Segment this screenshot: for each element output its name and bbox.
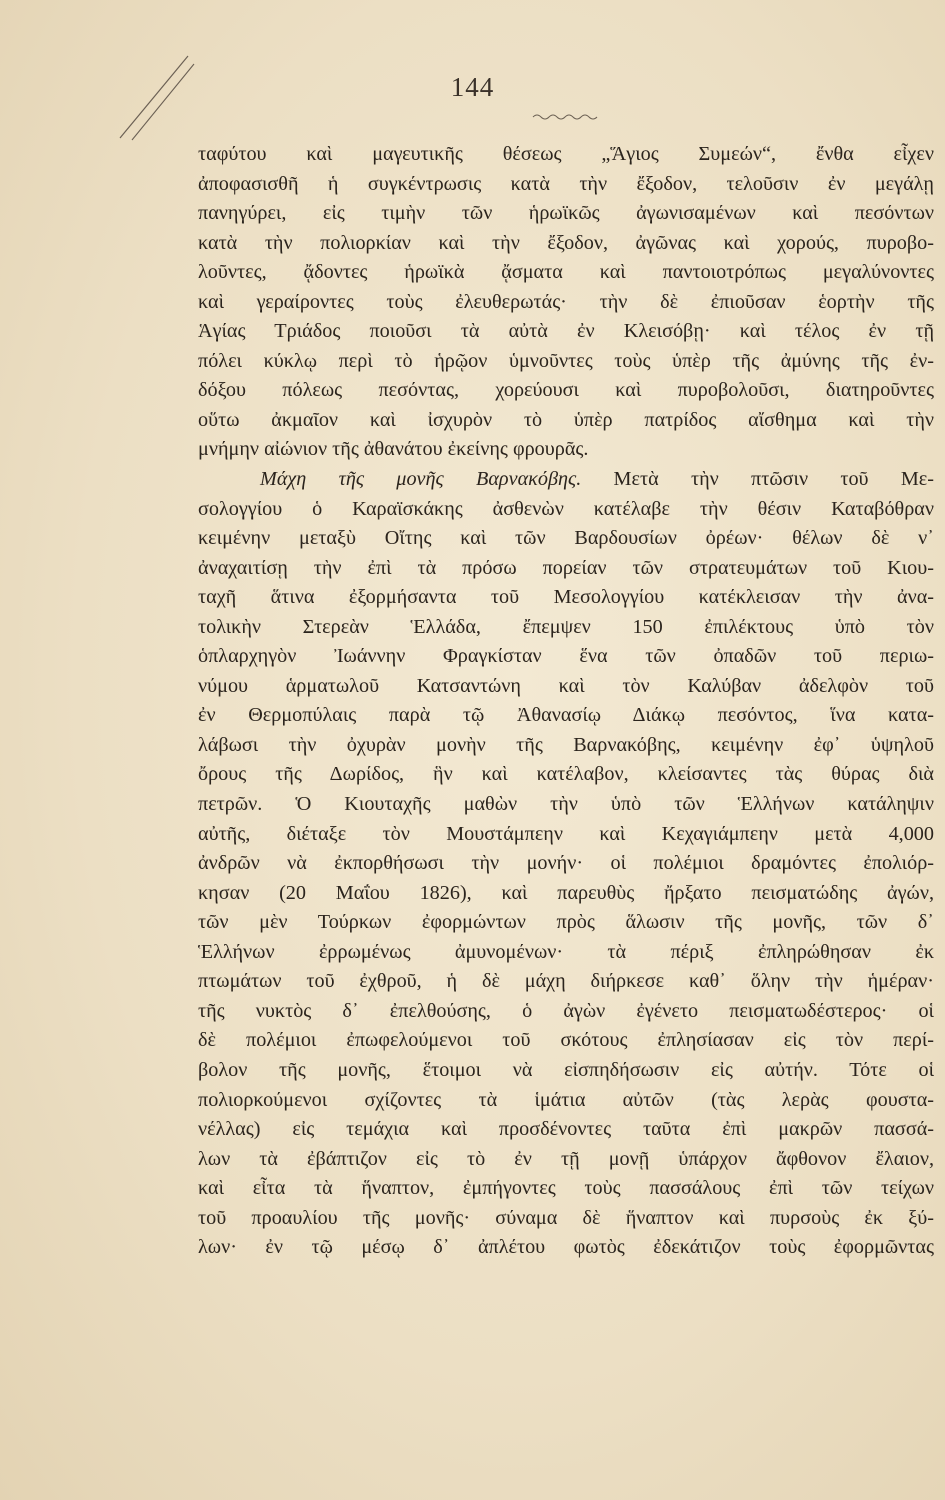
text-line — [198, 435, 934, 465]
text-line — [198, 170, 934, 200]
wavy-rule-ornament — [532, 112, 598, 122]
text-line — [198, 317, 934, 347]
text-line — [198, 967, 934, 997]
line-text: καὶ γεραίροντες τοὺς ἐλευθερωτάς· τὴν δὲ ἐπιοῦσαν ἑορτὴν τῆς — [198, 290, 934, 313]
line-text: λων τὰ ἐβάπτιζον εἰς τὸ ἐν τῇ μονῇ ὑπάρχον ἄφθονον ἔλαιον, — [198, 1147, 934, 1170]
line-text: ἀνδρῶν νὰ ἐκπορθήσωσι τὴν μονήν· οἱ πολέμιοι δραμόντες ἐπολιόρ- — [198, 852, 934, 875]
line-text: βολον τῆς μονῆς, ἕτοιμοι νὰ εἰσπηδήσωσιν εἰς αὐτήν. Τότε οἱ — [198, 1058, 934, 1081]
line-text: ταχῆ ἅτινα ἐξορμήσαντα τοῦ Μεσολογγίου κατέκλεισαν τὴν ἀνα- — [198, 586, 934, 609]
line-text: ἀποφασισθῆ ἡ συγκέντρωσις κατὰ τὴν ἔξοδον, τελοῦσιν ἐν μεγάλῃ — [198, 172, 934, 195]
line-text: δόξου πόλεως πεσόντας, χορεύουσι καὶ πυροβολοῦσι, διατηροῦντες — [198, 379, 934, 402]
text-line — [198, 583, 934, 613]
line-text: τοῦ προαυλίου τῆς μονῆς· σύναμα δὲ ἥναπτον καὶ πυρσοὺς ἐκ ξύ- — [198, 1206, 934, 1229]
line-text: πτωμάτων τοῦ ἐχθροῦ, ἡ δὲ μάχη διήρκεσε καθ᾽ ὅλην τὴν ἡμέραν· — [198, 970, 934, 993]
line-text: αὐτῆς, διέταξε τὸν Μουστάμπεην καὶ Κεχαγιάμπεην μετὰ 4,000 — [198, 822, 934, 845]
line-text: νέλλας) εἰς τεμάχια καὶ προσδένοντες ταῦτα ἐπὶ μακρῶν πασσά- — [198, 1118, 934, 1141]
text-line — [198, 1026, 934, 1056]
line-text: ἀναχαιτίσῃ τὴν ἐπὶ τὰ πρόσω πορείαν τῶν στρατευμάτων τοῦ Κιου- — [198, 556, 934, 579]
text-line — [198, 1086, 934, 1116]
line-text: οὕτω ἀκμαῖον καὶ ἰσχυρὸν τὸ ὑπὲρ πατρίδος αἴσθημα καὶ τὴν — [198, 408, 934, 431]
text-line — [198, 908, 934, 938]
text-line — [198, 849, 934, 879]
line-text: κειμένην μεταξὺ Οἴτης καὶ τῶν Βαρδουσίων ὀρέων· θέλων δὲ ν᾽ — [198, 527, 934, 550]
line-text: κησαν (20 Μαΐου 1826), καὶ παρευθὺς ἤρξατο πεισματώδης ἀγών, — [198, 881, 934, 904]
text-line — [198, 997, 934, 1027]
line-text: καὶ εἶτα τὰ ἥναπτον, ἐμπήγοντες τοὺς πασσάλους ἐπὶ τῶν τείχων — [198, 1177, 934, 1200]
text-line — [198, 1056, 934, 1086]
line-text: πολιορκούμενοι σχίζοντες τὰ ἱμάτια αὐτῶν (τὰς λερὰς φουστα- — [198, 1088, 934, 1111]
text-line — [198, 1233, 934, 1263]
section-heading: Μάχη τῆς μονῆς Βαρνακόβης. — [260, 468, 582, 491]
page-number: 144 — [450, 72, 495, 102]
text-line — [198, 406, 934, 436]
text-line — [198, 672, 934, 702]
text-line — [198, 1115, 934, 1145]
line-text: ἐν Θερμοπύλαις παρὰ τῷ Ἀθανασίῳ Διάκῳ πεσόντος, ἵνα κατα- — [198, 704, 934, 727]
text-line — [198, 820, 934, 850]
line-text: μνήμην αἰώνιον τῆς ἀθανάτου ἐκείνης φρουρᾶς. — [198, 438, 589, 461]
line-text: λων· ἐν τῷ μέσῳ δ᾽ ἀπλέτου φωτὸς ἐδεκάτιζον τοὺς ἐφορμῶντας — [198, 1236, 934, 1259]
line-text: πόλει κύκλῳ περὶ τὸ ἡρῷον ὑμνοῦντες τοὺς ὑπὲρ τῆς ἀμύνης τῆς ἐν- — [198, 349, 934, 372]
text-line — [198, 554, 934, 584]
line-text: δὲ πολέμιοι ἐπωφελούμενοι τοῦ σκότους ἐπλησίασαν εἰς τὸν περί- — [198, 1029, 934, 1052]
text-line — [198, 1145, 934, 1175]
text-line — [198, 760, 934, 790]
text-line — [198, 199, 934, 229]
line-text: σολογγίου ὁ Καραϊσκάκης ἀσθενὼν κατέλαβε τὴν θέσιν Καταβόθραν — [198, 497, 934, 520]
line-text: Μετὰ τὴν πτῶσιν τοῦ Με- — [581, 468, 934, 491]
text-line — [198, 465, 934, 495]
text-line — [198, 879, 934, 909]
line-text: νύμου ἁρματωλοῦ Κατσαντώνη καὶ τὸν Καλύβαν ἀδελφὸν τοῦ — [198, 674, 934, 697]
line-text: λάβωσι τὴν ὀχυρὰν μονὴν τῆς Βαρνακόβης, κειμένην ἐφ᾽ ὑψηλοῦ — [198, 733, 934, 756]
line-text: τολικὴν Στερεὰν Ἑλλάδα, ἔπεμψεν 150 ἐπιλέκτους ὑπὸ τὸν — [198, 615, 934, 638]
text-line — [198, 642, 934, 672]
body-text — [198, 140, 934, 1263]
text-line — [198, 495, 934, 525]
text-line — [198, 140, 934, 170]
text-line — [198, 376, 934, 406]
line-text: ταφύτου καὶ μαγευτικῆς θέσεως „Ἅγιος Συμεών“, ἔνθα εἶχεν — [198, 143, 934, 165]
text-line — [198, 790, 934, 820]
text-line — [198, 288, 934, 318]
text-line — [198, 524, 934, 554]
text-line — [198, 258, 934, 288]
text-line — [198, 731, 934, 761]
text-line — [198, 701, 934, 731]
line-text: τῆς νυκτὸς δ᾽ ἐπελθούσης, ὁ ἀγὼν ἐγένετο πεισματωδέστερος· οἱ — [198, 999, 934, 1022]
text-line — [198, 1204, 934, 1234]
line-text: πετρῶν. Ὁ Κιουταχῆς μαθὼν τὴν ὑπὸ τῶν Ἑλλήνων κατάληψιν — [198, 793, 934, 816]
text-line — [198, 347, 934, 377]
line-text: τῶν μὲν Τούρκων ἐφορμώντων πρὸς ἅλωσιν τῆς μονῆς, τῶν δ᾽ — [198, 911, 934, 934]
line-text: Ἑλλήνων ἐρρωμένως ἀμυνομένων· τὰ πέριξ ἐπληρώθησαν ἐκ — [198, 940, 934, 963]
line-text: Ἁγίας Τριάδος ποιοῦσι τὰ αὐτὰ ἐν Κλεισόβῃ· καὶ τέλος ἐν τῇ — [198, 320, 934, 343]
line-text: κατὰ τὴν πολιορκίαν καὶ τὴν ἔξοδον, ἀγῶνας καὶ χορούς, πυροβο- — [198, 231, 934, 254]
text-line — [198, 938, 934, 968]
text-line — [198, 229, 934, 259]
line-text: λοῦντες, ᾄδοντες ἡρωϊκὰ ᾄσματα καὶ παντοιοτρόπως μεγαλύνοντες — [198, 261, 934, 284]
text-line — [198, 1174, 934, 1204]
line-text: ὄρους τῆς Δωρίδος, ἣν καὶ κατέλαβον, κλείσαντες τὰς θύρας διὰ — [198, 763, 934, 786]
line-text: ὁπλαρχηγὸν Ἰωάννην Φραγκίσταν ἕνα τῶν ὀπαδῶν τοῦ περιω- — [198, 645, 934, 668]
text-line — [198, 613, 934, 643]
line-text: πανηγύρει, εἰς τιμὴν τῶν ἡρωϊκῶς ἀγωνισαμένων καὶ πεσόντων — [198, 202, 934, 225]
